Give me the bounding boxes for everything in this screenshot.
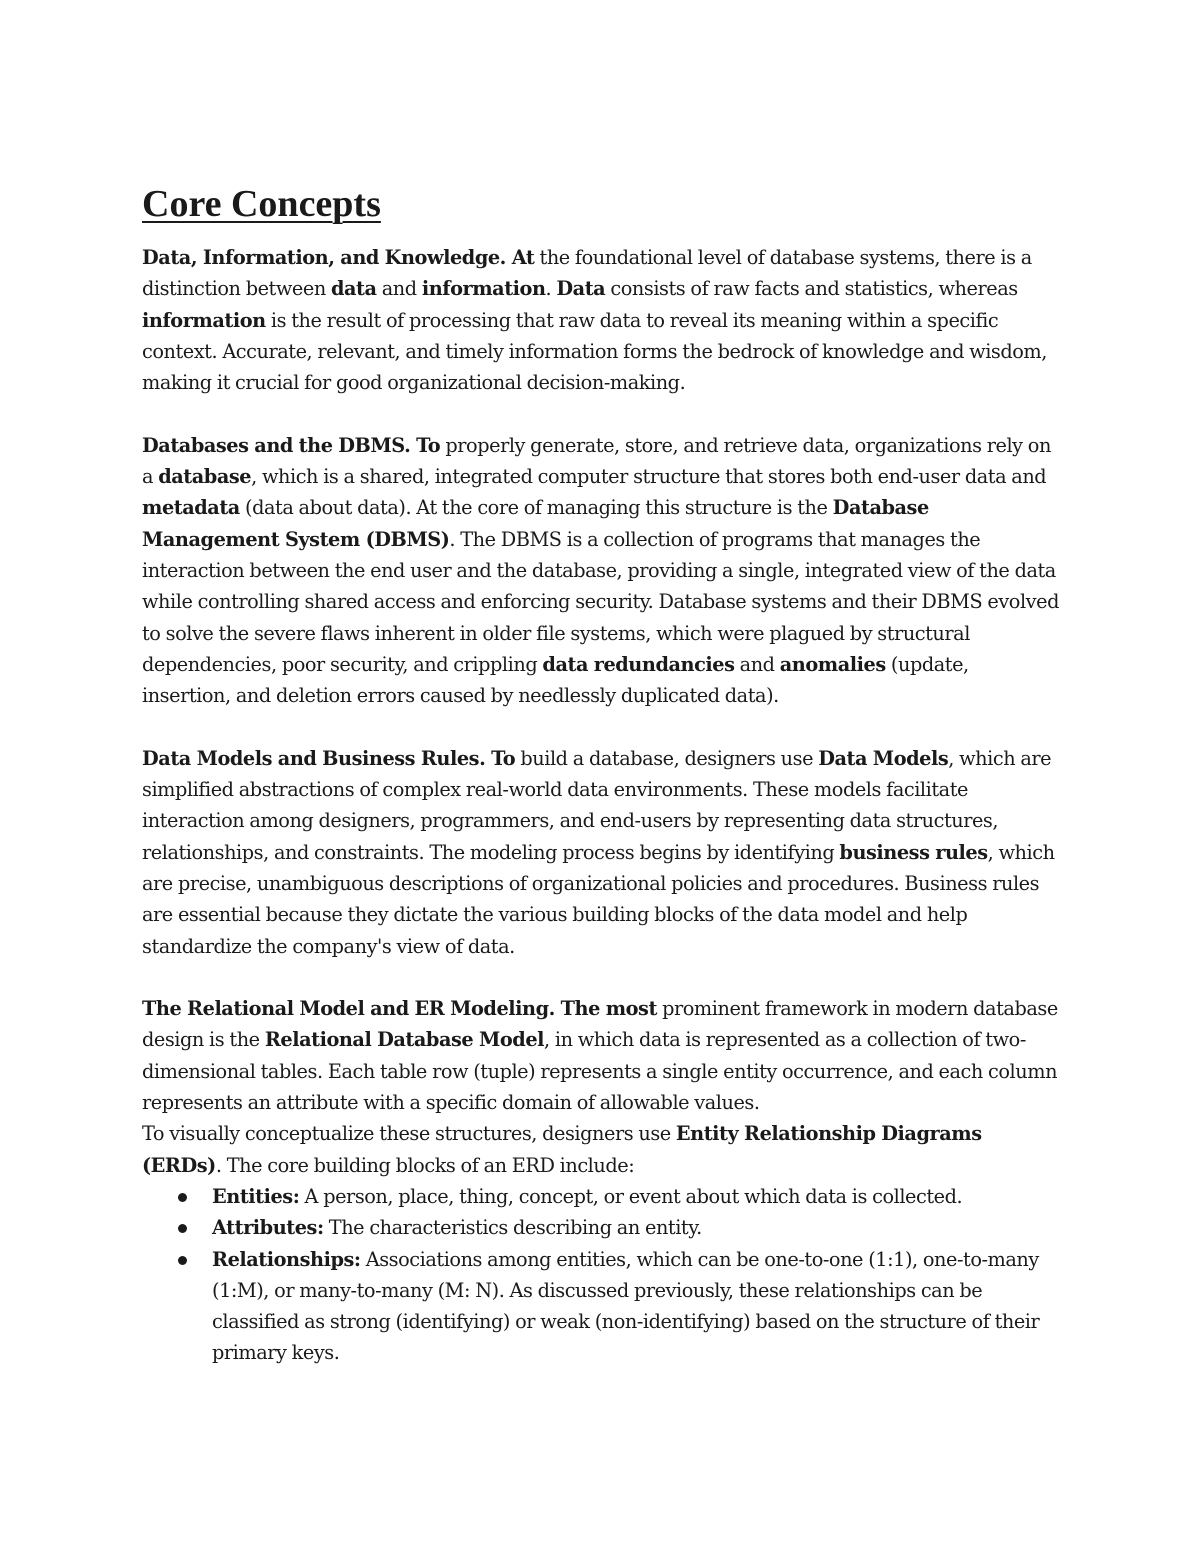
- bullet-icon: [178, 1224, 187, 1233]
- list-item: Relationships: Associations among entities, which can be one-to-one (1:1), one-to-many (1:M), or many-to-many (M: N). As discussed previously, these relationships can be classified as strong (identifying) or weak (non-identifying) based on the structure of their primary keys.: [212, 1244, 1060, 1369]
- page-title: Core Concepts: [142, 183, 381, 225]
- paragraph-data-information-knowledge: Data, Information, and Knowledge. At the foundational level of database systems, there is a distinction between data and information. Data consists of raw facts and statistics, whereas information is the result of processing that raw data to reveal its meaning within a specific context. Accurate, relevant, and timely information forms the bedrock of knowledge and wisdom, making it crucial for good organizational decision-making.: [142, 246, 1047, 395]
- paragraph-heading: Data Models and Business Rules. To: [142, 746, 516, 770]
- bullet-icon: [178, 1193, 187, 1202]
- list-item: Attributes: The characteristics describing an entity.: [212, 1212, 1060, 1243]
- paragraph-data-models-business-rules: Data Models and Business Rules. To build a database, designers use Data Models, which are simplified abstractions of complex real-world data environments. These models facilitate interaction among designers, programmers, and end-users by representing data structures, relationships, and constraints. The modeling process begins by identifying business rules, which are precise, unambiguous descriptions of organizational policies and procedures. Business rules are essential because they dictate the various building blocks of the data model and help standardize the company's view of data.: [142, 746, 1055, 958]
- paragraph-relational-model-er: The Relational Model and ER Modeling. The most prominent framework in modern database design is the Relational Database Model, in which data is represented as a collection of two-dimensional tables. Each table row (tuple) represents a single entity occurrence, and each column represents an attribute with a specific domain of allowable values.: [142, 997, 1058, 1115]
- paragraph-erd-intro: To visually conceptualize these structures, designers use Entity Relationship Diagrams (ERDs). The core building blocks of an ERD include:: [142, 1122, 982, 1177]
- paragraph-heading: Data, Information, and Knowledge. At: [142, 246, 535, 269]
- paragraph-heading: The Relational Model and ER Modeling. The most: [142, 997, 657, 1021]
- bullet-icon: [178, 1256, 187, 1265]
- document-page: [142, 180, 1060, 1369]
- paragraph-databases-dbms: Databases and the DBMS. To properly generate, store, and retrieve data, organizations rely on a database, which is a shared, integrated computer structure that stores both end-user data and metadata (data about data). At the core of managing this structure is the Database Management System (DBMS). The DBMS is a collection of programs that manages the interaction between the end user and the database, providing a single, integrated view of the data while controlling shared access and enforcing security. Database systems and their DBMS evolved to solve the severe flaws inherent in older file systems, which were plagued by structural dependencies, poor security, and crippling data redundancies and anomalies (update, insertion, and deletion errors caused by needlessly duplicated data).: [142, 433, 1059, 708]
- erd-building-blocks-list: [142, 1181, 1060, 1369]
- list-item: Entities: A person, place, thing, concept, or event about which data is collected.: [212, 1181, 1060, 1212]
- paragraph-heading: Databases and the DBMS. To: [142, 433, 441, 457]
